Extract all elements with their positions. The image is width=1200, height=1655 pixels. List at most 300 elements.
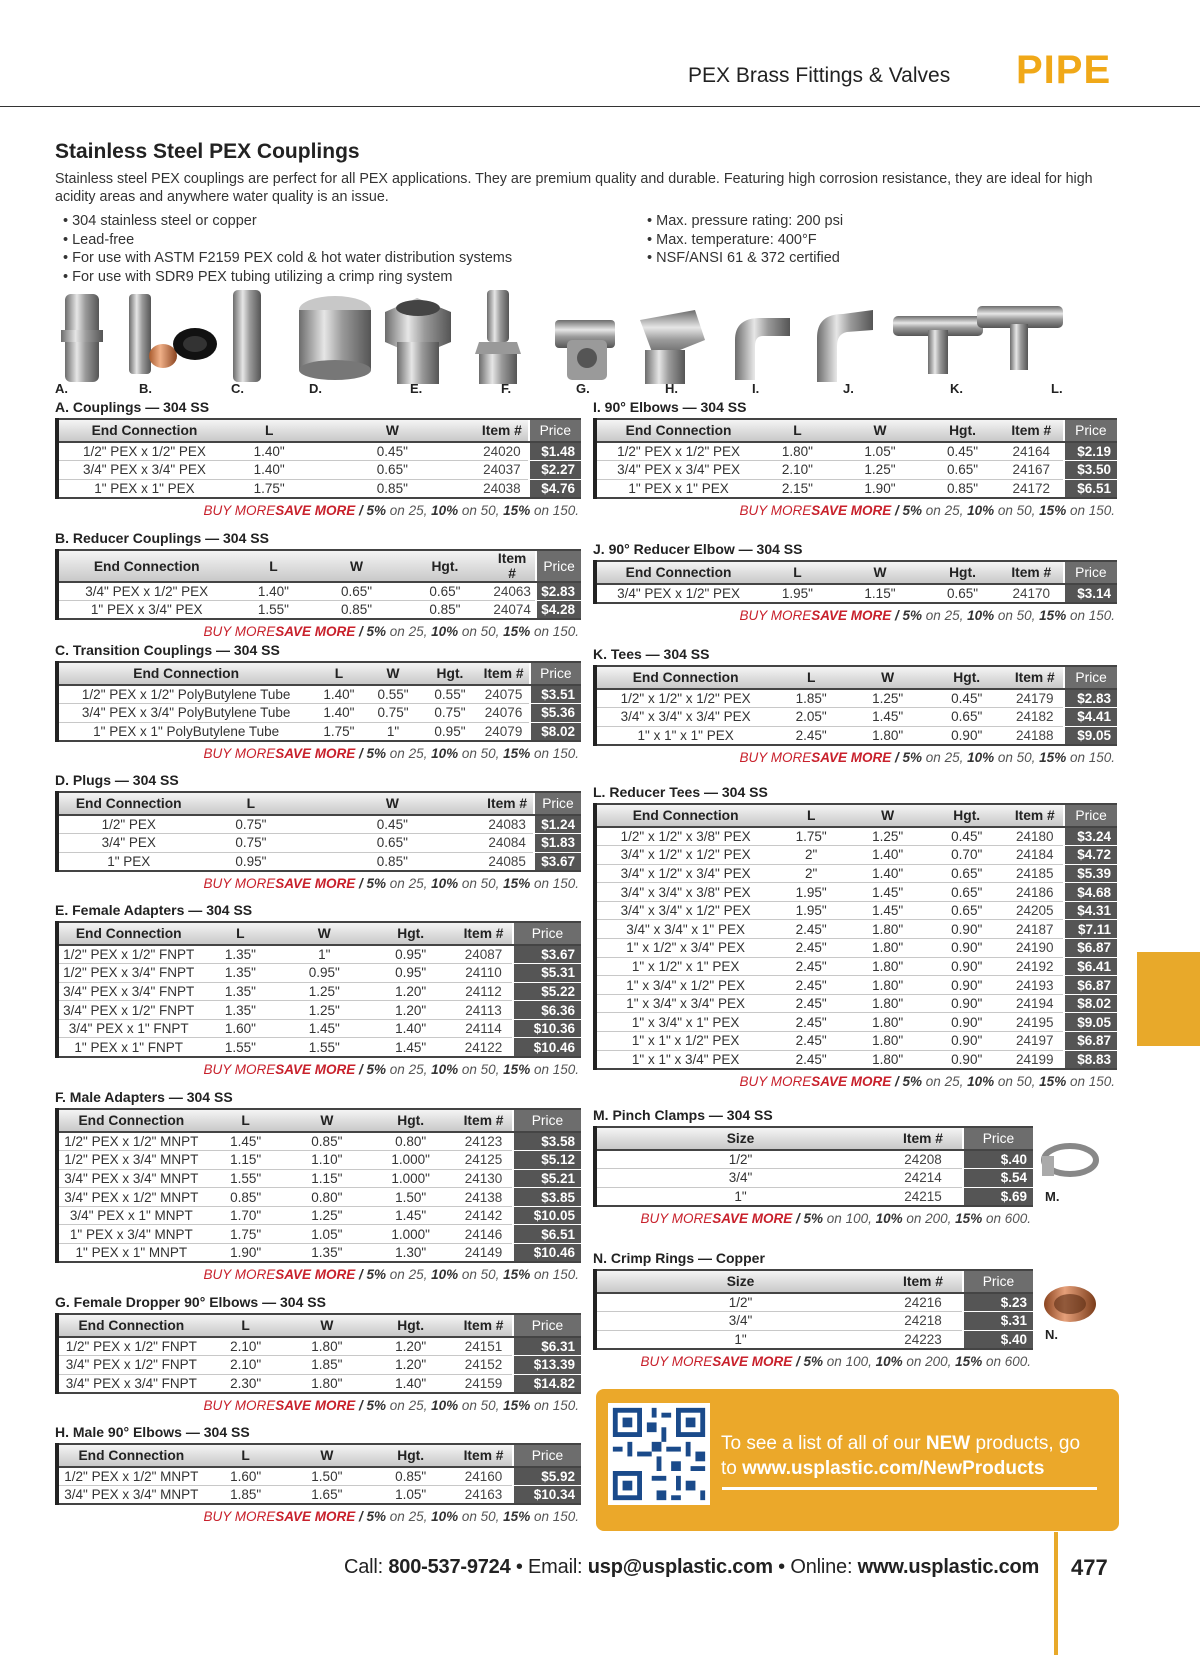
discount-text: 15% — [503, 624, 531, 640]
column-header: End Connection — [595, 561, 760, 584]
price-table — [593, 560, 1117, 604]
column-header: Item # — [884, 1127, 963, 1150]
promo-text-part: to — [721, 1458, 743, 1479]
discount-text: on 50, — [994, 749, 1040, 765]
item-number-cell: 24184 — [1006, 846, 1064, 865]
photo-label-l: L. — [1051, 381, 1063, 396]
table-row[interactable] — [595, 1293, 1033, 1312]
dimension-cell: 2.10" — [204, 1337, 288, 1356]
column-header: Item # — [476, 419, 528, 442]
discount-text: 5% — [803, 1210, 824, 1226]
discount-text: on 25, — [922, 749, 968, 765]
table-row[interactable] — [595, 1013, 1117, 1032]
table-row[interactable] — [57, 582, 581, 601]
table-row[interactable] — [57, 1356, 581, 1375]
column-header: Price — [1064, 419, 1117, 442]
end-connection-cell: 1" x 1/2" x 3/4" PEX — [595, 939, 774, 958]
table-row[interactable] — [595, 689, 1117, 708]
discount-text: / — [355, 1267, 367, 1283]
dimension-cell: 0.65" — [312, 582, 400, 601]
dimension-cell: 1.80" — [848, 920, 927, 939]
dimension-cell: 1.20" — [366, 1001, 455, 1020]
dimension-cell: 1.40" — [366, 1374, 455, 1393]
table-row[interactable] — [57, 601, 581, 620]
discount-text: on 50, — [458, 1267, 504, 1283]
table-row[interactable] — [595, 708, 1117, 727]
table-row[interactable] — [57, 1038, 581, 1057]
section-title: H. Male 90° Elbows — 304 SS — [55, 1424, 250, 1440]
end-connection-cell: 1" — [595, 1330, 884, 1349]
item-number-cell: 24170 — [1000, 584, 1064, 603]
table-row[interactable] — [57, 964, 581, 983]
column-header: Size — [595, 1270, 884, 1293]
discount-text: on 100, — [823, 1353, 876, 1369]
dimension-cell: 1.50" — [288, 1467, 367, 1486]
item-number-cell: 24037 — [476, 461, 528, 480]
new-products-link[interactable]: www.usplastic.com/NewProducts — [742, 1458, 1045, 1479]
table-row[interactable] — [595, 1150, 1033, 1169]
end-connection-cell: 1" PEX — [57, 852, 198, 871]
table-row[interactable] — [57, 815, 581, 834]
table-row[interactable] — [595, 846, 1117, 865]
dimension-cell: 0.90" — [927, 920, 1006, 939]
section-title: N. Crimp Rings — Copper — [593, 1250, 765, 1266]
table-row[interactable] — [595, 901, 1117, 920]
discount-text: BUY MORE — [739, 502, 812, 518]
table-row[interactable] — [595, 864, 1117, 883]
end-connection-cell: 1/2" PEX x 1/2" PolyButylene Tube — [57, 685, 313, 704]
table-row[interactable] — [595, 1187, 1033, 1206]
table-header-row — [595, 1270, 1033, 1293]
table-row[interactable] — [57, 1225, 581, 1244]
dimension-cell: 2.05" — [774, 708, 848, 727]
feature-list-right — [647, 212, 843, 268]
price-cell: $8.83 — [1064, 1050, 1117, 1069]
table-row[interactable] — [57, 1132, 581, 1151]
section-90-reducer-elbow — [593, 541, 1117, 623]
discount-text: / — [355, 1061, 367, 1077]
photo-label-j: J. — [843, 381, 854, 396]
dimension-cell: 1.80" — [848, 976, 927, 995]
table-row[interactable] — [595, 461, 1117, 480]
column-header: Item # — [455, 1109, 513, 1132]
section-title: C. Transition Couplings — 304 SS — [55, 642, 280, 658]
column-header: Item # — [455, 1314, 513, 1337]
dimension-cell: 0.80" — [288, 1188, 367, 1207]
end-connection-cell: 1" x 1" x 1" PEX — [595, 726, 774, 745]
column-header: Item # — [455, 1444, 513, 1467]
end-connection-cell: 1/2" — [595, 1293, 884, 1312]
item-number-cell: 24205 — [1006, 901, 1064, 920]
discount-text: on 25, — [386, 624, 432, 640]
dimension-cell: 0.85" — [312, 601, 400, 620]
table-header-row — [57, 1314, 581, 1337]
item-number-cell: 24130 — [455, 1169, 513, 1188]
discount-text: on 25, — [922, 607, 968, 623]
price-table — [593, 665, 1117, 746]
discount-text: 15% — [503, 1397, 531, 1413]
item-number-cell: 24074 — [489, 601, 536, 620]
qr-code-icon[interactable] — [608, 1403, 710, 1505]
discount-text: 10% — [431, 624, 459, 640]
discount-text: BUY MORE — [203, 502, 276, 518]
table-row[interactable] — [57, 1188, 581, 1207]
table-row[interactable] — [57, 1206, 581, 1225]
discount-text: BUY MORE — [640, 1353, 713, 1369]
discount-text: 15% — [955, 1210, 983, 1226]
price-table — [55, 661, 581, 742]
end-connection-cell: 1/2" PEX — [57, 815, 198, 834]
column-header: Hgt. — [366, 1444, 455, 1467]
price-cell: $3.51 — [530, 685, 581, 704]
dimension-cell: 1.40" — [230, 461, 309, 480]
table-row[interactable] — [595, 442, 1117, 461]
dimension-cell: 0.85" — [288, 1132, 367, 1151]
promo-text-part: To see a list of all of our — [721, 1433, 926, 1454]
price-cell: $3.50 — [1064, 461, 1117, 480]
discount-text: 10% — [431, 745, 459, 761]
discount-text: / — [355, 1397, 367, 1413]
dimension-cell: 1.35" — [198, 945, 282, 964]
discount-text: on 25, — [386, 745, 432, 761]
table-header-row — [595, 804, 1117, 827]
item-number-cell: 24152 — [455, 1356, 513, 1375]
footer-divider — [1054, 1532, 1058, 1655]
discount-text: SAVE MORE — [811, 1073, 892, 1089]
table-row[interactable] — [595, 994, 1117, 1013]
discount-text: on 50, — [994, 502, 1040, 518]
dimension-cell: 2.45" — [774, 976, 848, 995]
table-header-row — [57, 419, 581, 442]
price-cell: $.69 — [963, 1187, 1033, 1206]
dimension-cell: 0.95" — [366, 945, 455, 964]
discount-text: on 50, — [994, 607, 1040, 623]
website-link[interactable]: www.usplastic.com — [857, 1556, 1040, 1578]
dimension-cell: 1.15" — [204, 1151, 288, 1170]
table-row[interactable] — [57, 1337, 581, 1356]
end-connection-cell: 1/2" x 1/2" x 1/2" PEX — [595, 689, 774, 708]
dimension-cell: 1.50" — [366, 1188, 455, 1207]
discount-text: on 50, — [994, 1073, 1040, 1089]
dimension-cell: 1.75" — [313, 722, 364, 741]
table-row[interactable] — [595, 920, 1117, 939]
table-header-row — [57, 662, 581, 685]
table-row[interactable] — [57, 722, 581, 741]
discount-text: on 150. — [1066, 607, 1115, 623]
dimension-cell: 1.45" — [848, 901, 927, 920]
item-number-cell: 24114 — [455, 1019, 513, 1038]
price-cell: $6.36 — [513, 1001, 581, 1020]
table-row[interactable] — [595, 1330, 1033, 1349]
pinch-clamp-photo — [1040, 1138, 1100, 1188]
end-connection-cell: 1" x 3/4" x 1/2" PEX — [595, 976, 774, 995]
section-male-adapters — [55, 1089, 581, 1282]
discount-text: BUY MORE — [640, 1210, 713, 1226]
table-row[interactable] — [57, 1486, 581, 1505]
table-row[interactable] — [595, 827, 1117, 846]
end-connection-cell: 1" PEX x 1" PEX — [595, 479, 760, 498]
item-number-cell: 24188 — [1006, 726, 1064, 745]
female-dropper-elbow-g-photo — [555, 320, 615, 380]
page-number: 477 — [1071, 1555, 1108, 1580]
item-number-cell: 24216 — [884, 1293, 963, 1312]
price-cell: $10.05 — [513, 1206, 581, 1225]
dimension-cell: 1.25" — [282, 1001, 366, 1020]
table-row[interactable] — [57, 685, 581, 704]
price-table — [55, 791, 581, 872]
dimension-cell: 1" — [365, 722, 422, 741]
photo-label-b: B. — [139, 381, 152, 396]
header-title: PEX Brass Fittings & Valves — [688, 64, 951, 87]
discount-text: 15% — [1039, 1073, 1067, 1089]
dimension-cell: 1.95" — [774, 883, 848, 902]
discount-text: 5% — [902, 749, 923, 765]
table-row[interactable] — [57, 1374, 581, 1393]
feature-item: • For use with ASTM F2159 PEX cold & hot water distribution systems — [63, 249, 512, 268]
item-number-cell: 24194 — [1006, 994, 1064, 1013]
section-tees — [593, 646, 1117, 765]
table-row[interactable] — [57, 442, 581, 461]
elbow-i-photo — [735, 318, 790, 380]
item-number-cell: 24075 — [478, 685, 529, 704]
item-number-cell: 24163 — [455, 1486, 513, 1505]
table-row[interactable] — [57, 982, 581, 1001]
dimension-cell: 1.70" — [204, 1206, 288, 1225]
email-label: • Email: — [510, 1556, 588, 1578]
dimension-cell: 2.45" — [774, 994, 848, 1013]
column-header: Item # — [455, 922, 513, 945]
discount-text: on 50, — [458, 502, 504, 518]
price-cell: $2.83 — [1064, 689, 1117, 708]
table-row[interactable] — [57, 461, 581, 480]
column-header: Item # — [1006, 666, 1064, 689]
table-row[interactable] — [57, 479, 581, 498]
item-number-cell: 24215 — [884, 1187, 963, 1206]
dimension-cell: 1.45" — [366, 1206, 455, 1225]
item-number-cell: 24164 — [1000, 442, 1064, 461]
item-number-cell: 24159 — [455, 1374, 513, 1393]
phone-link[interactable]: 800-537-9724 — [388, 1556, 511, 1578]
new-products-promo[interactable] — [596, 1389, 1119, 1531]
male-elbow-h-photo — [640, 310, 705, 384]
discount-text: 15% — [1039, 607, 1067, 623]
table-row[interactable] — [57, 1001, 581, 1020]
item-number-cell: 24038 — [476, 479, 528, 498]
discount-text: on 25, — [922, 1073, 968, 1089]
dimension-cell: 1.25" — [848, 689, 927, 708]
dimension-cell: 1.20" — [366, 1337, 455, 1356]
table-row[interactable] — [595, 1312, 1033, 1331]
table-row[interactable] — [595, 1169, 1033, 1188]
table-row[interactable] — [595, 584, 1117, 603]
price-table — [55, 418, 581, 499]
table-header-row — [595, 1127, 1033, 1150]
price-cell: $8.02 — [530, 722, 581, 741]
price-cell: $13.39 — [513, 1356, 581, 1375]
item-number-cell: 24063 — [489, 582, 536, 601]
column-header: L — [198, 792, 303, 815]
discount-text: on 200, — [902, 1210, 956, 1226]
dimension-cell: 1.000" — [366, 1225, 455, 1244]
price-cell: $5.36 — [530, 704, 581, 723]
table-row[interactable] — [57, 1019, 581, 1038]
discount-text: 10% — [431, 1397, 459, 1413]
table-row[interactable] — [57, 1467, 581, 1486]
dimension-cell: 0.65" — [401, 582, 489, 601]
dimension-cell: 1.75" — [774, 827, 848, 846]
end-connection-cell: 3/4" PEX x 3/4" PEX — [57, 461, 230, 480]
table-row[interactable] — [595, 883, 1117, 902]
table-row[interactable] — [57, 1169, 581, 1188]
end-connection-cell: 3/4" PEX x 3/4" PEX — [595, 461, 760, 480]
table-row[interactable] — [57, 834, 581, 853]
price-cell: $6.51 — [513, 1225, 581, 1244]
dimension-cell: 0.65" — [927, 901, 1006, 920]
column-header: L — [198, 922, 282, 945]
column-header: Price — [530, 662, 581, 685]
column-header: Price — [963, 1270, 1033, 1293]
dimension-cell: 1.60" — [198, 1019, 282, 1038]
section-female-adapters — [55, 902, 581, 1077]
discount-text: 10% — [875, 1210, 903, 1226]
discount-text: SAVE MORE — [712, 1353, 793, 1369]
email-link[interactable]: usp@usplastic.com — [587, 1556, 773, 1578]
dimension-cell: 0.65" — [927, 883, 1006, 902]
dimension-cell: 0.70" — [927, 846, 1006, 865]
end-connection-cell: 3/4" x 1/2" x 1/2" PEX — [595, 846, 774, 865]
table-row[interactable] — [595, 939, 1117, 958]
price-cell: $3.67 — [534, 852, 581, 871]
discount-text: BUY MORE — [203, 745, 276, 761]
end-connection-cell: 3/4" x 3/4" x 1/2" PEX — [595, 901, 774, 920]
discount-text: SAVE MORE — [275, 875, 356, 891]
dimension-cell: 0.90" — [927, 1050, 1006, 1069]
price-cell: $.40 — [963, 1150, 1033, 1169]
table-header-row — [57, 922, 581, 945]
end-connection-cell: 3/4" PEX x 1/2" MNPT — [57, 1188, 204, 1207]
discount-text: / — [355, 1509, 367, 1525]
coupling-a-photo — [61, 294, 103, 382]
column-header: Hgt. — [927, 666, 1006, 689]
plug-d-photo — [299, 296, 371, 380]
dimension-cell: 2.15" — [760, 479, 835, 498]
section-transition-couplings — [55, 642, 581, 761]
promo-new-highlight: NEW — [925, 1433, 971, 1454]
dimension-cell: 1.40" — [848, 864, 927, 883]
price-cell: $4.28 — [536, 601, 581, 620]
column-header: Item # — [1000, 561, 1064, 584]
tee-k-photo — [893, 316, 983, 374]
table-row[interactable] — [595, 976, 1117, 995]
end-connection-cell: 1/2" PEX x 3/4" MNPT — [57, 1151, 204, 1170]
column-header: W — [288, 1314, 367, 1337]
column-header: W — [365, 662, 422, 685]
table-row[interactable] — [595, 479, 1117, 498]
price-cell: $6.87 — [1064, 976, 1117, 995]
column-header: Price — [1064, 804, 1117, 827]
table-row[interactable] — [57, 704, 581, 723]
dimension-cell: 0.95" — [422, 722, 479, 741]
table-row[interactable] — [595, 957, 1117, 976]
price-cell: $.54 — [963, 1169, 1033, 1188]
discount-text: 5% — [902, 1073, 923, 1089]
item-number-cell: 24195 — [1006, 1013, 1064, 1032]
dimension-cell: 0.85" — [204, 1188, 288, 1207]
dimension-cell: 1.25" — [282, 982, 366, 1001]
dimension-cell: 0.75" — [198, 815, 303, 834]
table-row[interactable] — [57, 945, 581, 964]
price-cell: $3.85 — [513, 1188, 581, 1207]
discount-text: / — [891, 502, 903, 518]
price-cell: $3.24 — [1064, 827, 1117, 846]
discount-text: 10% — [967, 1073, 995, 1089]
discount-text: on 150. — [530, 875, 579, 891]
column-header: W — [288, 1109, 367, 1132]
dimension-cell: 0.65" — [303, 834, 481, 853]
discount-text: / — [792, 1210, 804, 1226]
dimension-cell: 1.25" — [848, 827, 927, 846]
discount-text: on 150. — [530, 1061, 579, 1077]
dimension-cell: 0.85" — [401, 601, 489, 620]
discount-text: 5% — [803, 1353, 824, 1369]
table-row[interactable] — [595, 1050, 1117, 1069]
end-connection-cell: 1" PEX x 3/4" MNPT — [57, 1225, 204, 1244]
discount-text: BUY MORE — [739, 1073, 812, 1089]
price-cell: $3.67 — [513, 945, 581, 964]
end-connection-cell: 1" x 1/2" x 1" PEX — [595, 957, 774, 976]
column-header: W — [848, 666, 927, 689]
item-number-cell: 24190 — [1006, 939, 1064, 958]
discount-text: BUY MORE — [739, 749, 812, 765]
dimension-cell: 1.45" — [848, 708, 927, 727]
table-row[interactable] — [595, 1032, 1117, 1051]
feature-list-left — [63, 212, 512, 286]
dimension-cell: 0.65" — [309, 461, 477, 480]
price-cell: $5.39 — [1064, 864, 1117, 883]
table-row[interactable] — [57, 852, 581, 871]
discount-text: 5% — [902, 502, 923, 518]
table-row[interactable] — [57, 1244, 581, 1263]
dimension-cell: 1.40" — [234, 582, 312, 601]
discount-text: 15% — [1039, 749, 1067, 765]
end-connection-cell: 1" PEX x 1" MNPT — [57, 1244, 204, 1263]
column-header: Item # — [1006, 804, 1064, 827]
dimension-cell: 1.15" — [835, 584, 926, 603]
price-cell: $.23 — [963, 1293, 1033, 1312]
column-header: L — [774, 666, 848, 689]
discount-text: BUY MORE — [203, 1509, 276, 1525]
table-row[interactable] — [57, 1151, 581, 1170]
photo-label-f: F. — [501, 381, 512, 396]
section-title: A. Couplings — 304 SS — [55, 399, 210, 415]
dimension-cell: 1.25" — [288, 1206, 367, 1225]
discount-text: BUY MORE — [203, 1061, 276, 1077]
section-tab — [1137, 952, 1200, 1046]
item-number-cell: 24122 — [455, 1038, 513, 1057]
price-cell: $10.34 — [513, 1486, 581, 1505]
discount-text: / — [792, 1353, 804, 1369]
price-table — [55, 549, 581, 620]
end-connection-cell: 1/2" PEX x 1/2" FNPT — [57, 1337, 204, 1356]
dimension-cell: 0.75" — [422, 704, 479, 723]
price-cell: $10.46 — [513, 1038, 581, 1057]
dimension-cell: 1.80" — [848, 1050, 927, 1069]
dimension-cell: 0.65" — [927, 708, 1006, 727]
price-cell: $10.46 — [513, 1244, 581, 1263]
item-number-cell: 24186 — [1006, 883, 1064, 902]
table-row[interactable] — [595, 726, 1117, 745]
discount-text: on 50, — [458, 1509, 504, 1525]
